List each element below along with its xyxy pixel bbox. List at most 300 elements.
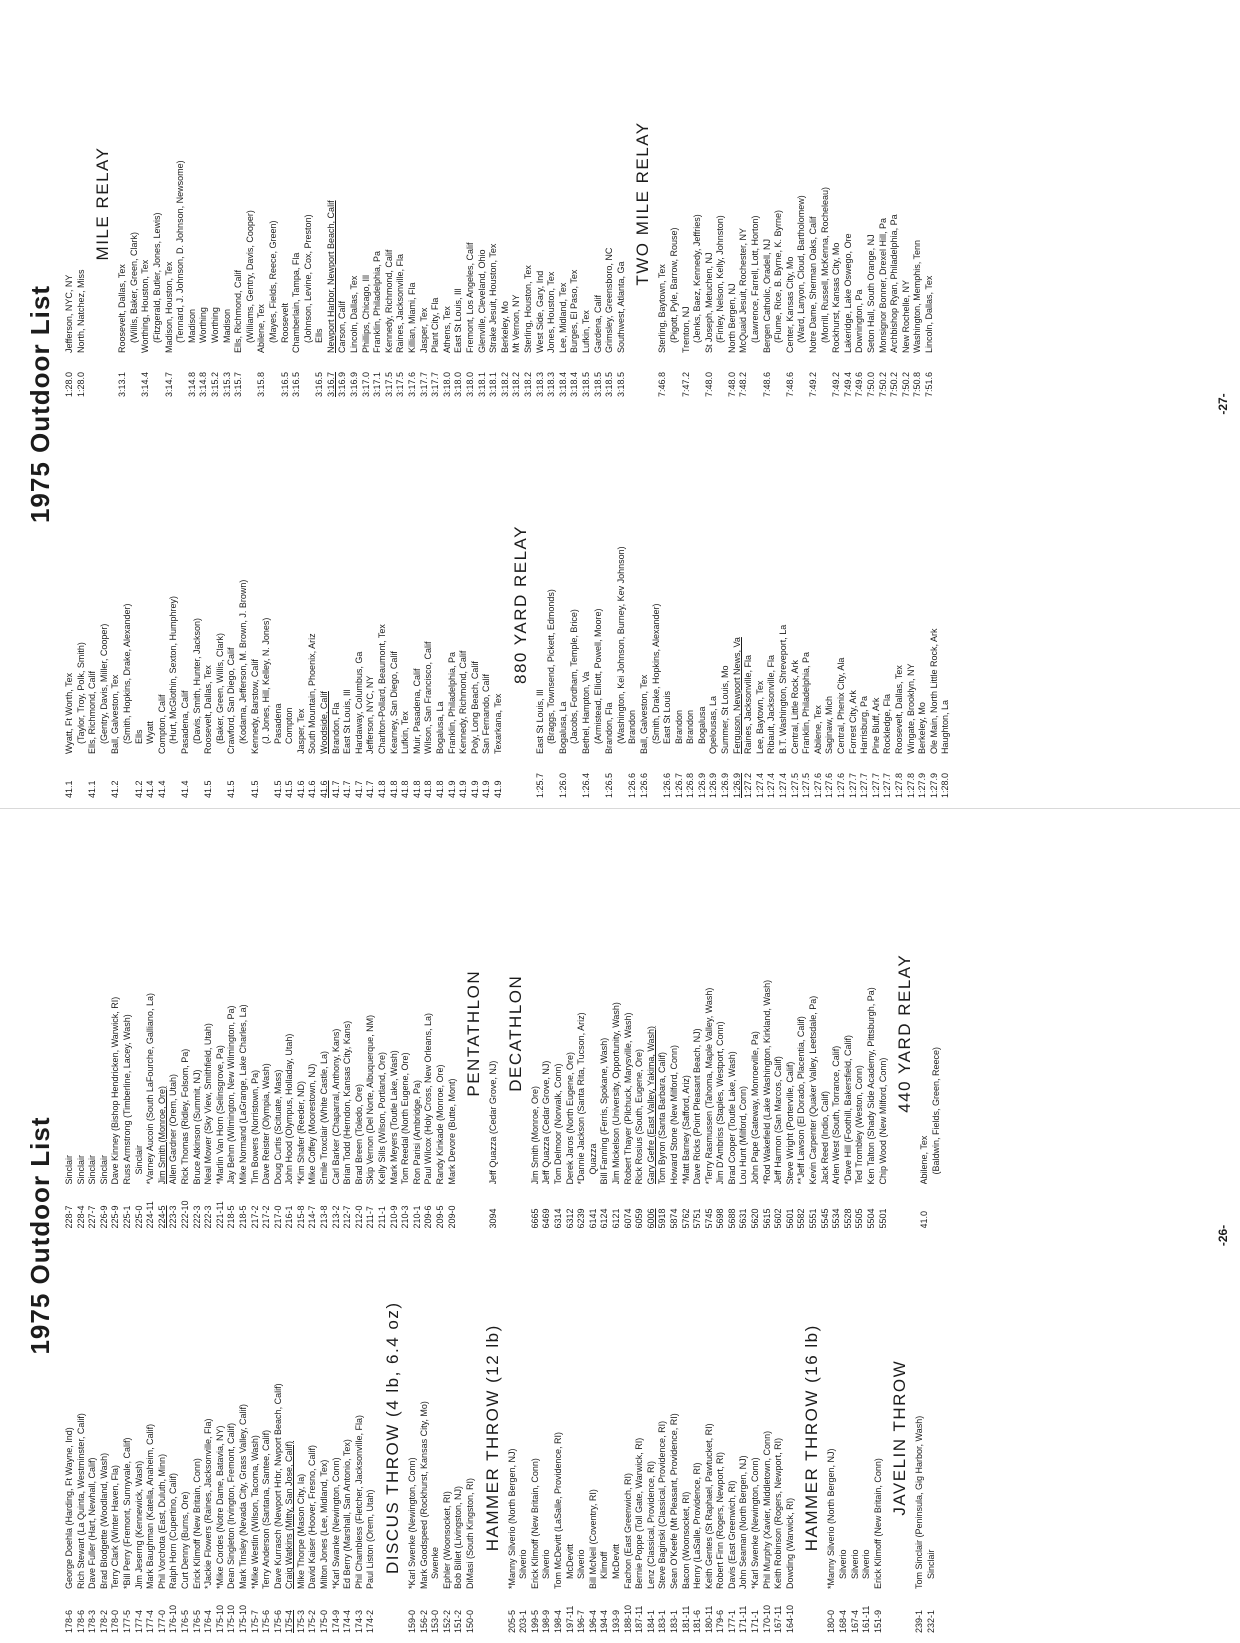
entrant-name: Silverio <box>576 1549 587 1579</box>
entrant-name: Plant City, Fla <box>430 297 441 353</box>
mark-value: 3:14.8 <box>186 371 197 397</box>
mark-value: 3:16.7 <box>325 371 336 397</box>
entrant-name: Bob Billet (Livingston, NJ) <box>453 1485 464 1589</box>
list-item <box>210 10 222 397</box>
list-item <box>342 411 354 798</box>
entrant-name: Mike Normand (LaGrange, Lake Charles, La) <box>237 1004 248 1185</box>
list-item <box>848 411 860 798</box>
list-item <box>389 838 401 1229</box>
entrant-name: (Ward, Lanyon, Cloud, Bartholomew) <box>796 195 807 343</box>
mark-value: 6312 <box>564 1208 575 1229</box>
list-item <box>384 10 396 397</box>
mark-value: 188-10 <box>622 1604 633 1633</box>
mark-value <box>773 353 785 397</box>
entrant-name: (Smith, Drake, Hopkins, Alexander) <box>650 603 661 744</box>
entrant-name: Lee, Midland, Tex <box>557 282 568 353</box>
mark-value: 41.9 <box>469 780 480 798</box>
mark-value: 199-5 <box>529 1609 540 1633</box>
entrant-name: Muir, Pasadena, Calif <box>411 668 422 754</box>
entrant-name: Compton, Calif <box>156 694 167 754</box>
section-title: DECATHLON <box>505 974 525 1092</box>
entrant-name: (Mayes, Fields, Reece, Green) <box>267 220 278 343</box>
list-item <box>395 10 407 397</box>
mark-value: 5762 <box>680 1208 691 1229</box>
entrant-name: George Doehla (Harding, Ft Wayne, Ind) <box>64 1427 74 1589</box>
entrant-name: (Jacobs, Fordham, Temple, Brice) <box>569 609 580 744</box>
list-item <box>134 411 146 798</box>
entrant-name: Ells <box>314 328 325 343</box>
mark-value: 41.1 <box>87 780 98 798</box>
entrant-name: (Finley, Nelson, Kelly, Johnston) <box>715 215 726 343</box>
list-item <box>215 411 227 798</box>
entrant-name: Seton Hall, South Orange, NJ <box>866 234 876 353</box>
list-item <box>708 411 720 798</box>
list-item <box>488 10 500 397</box>
list-item <box>634 838 646 1229</box>
list-item <box>657 838 669 1229</box>
list-item <box>64 838 76 1229</box>
entrant-name: Madison <box>221 308 232 343</box>
entrant-name: Dave Ricks (Point Pleasant Beach, NJ) <box>692 1028 703 1185</box>
mark-value: 41.7 <box>342 780 353 798</box>
list-item <box>914 1243 926 1634</box>
entrant-name: Ephler (Woonsocket, RI) <box>441 1491 452 1589</box>
list-item <box>110 1243 122 1634</box>
entrant-name: Franklin, Philadelphia, Pa <box>372 250 383 353</box>
mark-value: 156-2 <box>418 1609 429 1633</box>
entrant-name: Dave Kinney (Bishop Hendricken, Warwick, RI) <box>110 996 121 1185</box>
mark-value: 178-2 <box>98 1609 109 1633</box>
list-item <box>453 1243 465 1634</box>
entrant-name: Lincoln, Dallas, Tex <box>923 275 934 353</box>
mark-value: 175-4 <box>284 1609 295 1633</box>
list-item <box>268 10 280 397</box>
mark-value: 41.9 <box>481 780 492 798</box>
list-item <box>750 1243 762 1634</box>
list-item <box>435 838 447 1229</box>
entrant-name: Bergen Catholic, Oradell, NJ <box>761 238 772 353</box>
entrant-name: Dean Singleton (Irvington, Fremont, Calif) <box>226 1422 237 1589</box>
list-item <box>458 411 470 798</box>
entrant-name: Davis (East Greenwich, RI) <box>726 1480 737 1589</box>
entrant-name: Terry Clark (Winter Haven, Fla) <box>110 1464 121 1589</box>
entrant-name: Silverio <box>541 1549 552 1579</box>
list-item <box>331 411 343 798</box>
entrant-name: Central, Phenix City, Ala <box>836 657 846 754</box>
section-title: HAMMER THROW (16 lb) <box>802 1324 822 1552</box>
mark-value: 3:18.2 <box>499 371 510 397</box>
section-title: DISCUS THROW (4 lb, 6.4 oz) <box>383 1301 403 1575</box>
entrant-name: Ball, Galveston, Tex <box>110 674 121 754</box>
mark-value: 228-4 <box>75 1205 86 1229</box>
list-item <box>122 411 134 798</box>
list-item <box>778 411 790 798</box>
entrant-name: (Tennard, J. Johnson, D. Johnson, Newsome) <box>175 160 186 343</box>
mark-value: 216-1 <box>284 1205 295 1229</box>
list-item <box>836 411 848 798</box>
list-item <box>919 838 931 1229</box>
list-item <box>569 411 581 798</box>
mark-value: 225-9 <box>110 1205 121 1229</box>
mark-value <box>820 353 832 397</box>
entrant-name: Wyatt, Ft Worth, Tex <box>64 672 74 754</box>
mark-value: 203-1 <box>518 1609 529 1633</box>
mark-value: 218-5 <box>226 1205 237 1229</box>
entrant-name: Ron Parisi (Ambridge, Pa) <box>411 1079 422 1185</box>
list-item <box>87 1243 99 1634</box>
entrant-name: Worthing, Houston, Tex <box>140 259 151 353</box>
mark-value: 41.5 <box>272 780 283 798</box>
list-item <box>180 411 192 798</box>
list-item <box>442 1243 454 1634</box>
entrant-name: Chip Wood (New Milford, Conn) <box>877 1057 888 1185</box>
mark-value: 174-9 <box>330 1609 341 1633</box>
entrant-name: McQuaid Jesuit, Rochester, NY <box>738 227 749 353</box>
mark-value <box>692 353 704 397</box>
list-item <box>342 838 354 1229</box>
mark-value: 184-1 <box>645 1609 656 1633</box>
list-item <box>523 10 535 397</box>
entrant-name: Jasper, Tex <box>295 708 306 754</box>
list-item <box>157 1243 169 1634</box>
mark-value: 167-11 <box>773 1605 784 1633</box>
entrant-name: Bruce Atkinson (Summit, NJ) <box>191 1069 202 1185</box>
list-item <box>412 838 424 1229</box>
list-item <box>365 411 377 798</box>
entrant-name: Ells <box>133 729 144 744</box>
entrant-name: Brandon <box>627 709 638 744</box>
mark-value <box>569 754 581 798</box>
list-item <box>87 411 99 798</box>
mark-value: 41.5 <box>284 780 295 798</box>
list-item <box>831 10 843 397</box>
mark-value: 179-6 <box>715 1609 726 1633</box>
entrant-name: Randy Kinkade (Monroe, Ore) <box>435 1064 445 1185</box>
mark-value: 215-8 <box>295 1205 306 1229</box>
entrant-name: *Matt Barney (Safford, Ariz) <box>680 1075 691 1185</box>
mark-value: 5631 <box>738 1208 749 1229</box>
list-item <box>558 10 570 397</box>
entrant-name: Lee, Baytown, Tex <box>754 680 765 754</box>
mark-value: 41.4 <box>179 780 190 798</box>
list-item <box>929 411 941 798</box>
entrant-name: Brad Cooper (Toutle Lake, Wash) <box>726 1051 737 1185</box>
entrant-name: Dave Kurrasch (Newport Hrbr, Nwport Beach, Calif) <box>272 1383 283 1589</box>
list-item <box>646 838 658 1229</box>
mark-value: 226-9 <box>98 1205 109 1229</box>
mark-value: 239-1 <box>914 1609 925 1633</box>
mark-value: 7:48.0 <box>726 371 737 397</box>
list-item <box>801 411 813 798</box>
mark-value: 3:18.2 <box>511 371 522 397</box>
mark-value: 175-6 <box>261 1609 272 1633</box>
entrant-name: Arlen West (South, Torrance, Calif) <box>831 1045 842 1185</box>
mark-value: 210-9 <box>388 1205 399 1229</box>
entrant-name: Silverio <box>518 1549 529 1579</box>
entrant-name: (Flume, Rice, B. Byrne, K. Byrne) <box>773 209 784 343</box>
list-item <box>715 1243 727 1634</box>
entrant-name: Kearney, San Diego, Calif <box>388 651 399 754</box>
list-item <box>796 838 808 1229</box>
section-title: HAMMER THROW (12 lb) <box>482 1324 502 1552</box>
mark-value: 176-5 <box>191 1609 202 1633</box>
entrant-name: Sinclair <box>75 1154 86 1185</box>
entrant-name: John Pape (Gateway, Monroeville, Pa) <box>750 1031 761 1185</box>
list-item <box>64 10 76 397</box>
entrant-name: Pine Bluff, Ark <box>870 697 881 754</box>
mark-value <box>168 754 180 798</box>
list-item <box>646 1243 658 1634</box>
list-item <box>796 10 808 397</box>
mark-value: 180-11 <box>703 1605 714 1633</box>
mark-value: 3:18.5 <box>615 371 626 397</box>
entrant-name: Kelly Sills (Wilson, Portland, Ore) <box>377 1051 388 1185</box>
mark-value: 3:16.5 <box>279 371 290 397</box>
list-item <box>616 411 628 798</box>
mark-value: 175-7 <box>249 1609 260 1633</box>
entrant-name: Lakeridge, Lake Oswego, Ore <box>842 233 853 353</box>
entrant-name: Wilson, San Francisco, Calif <box>423 641 434 754</box>
entrant-name: Phil Vorchota (East, Duluth, Minn) <box>156 1453 167 1589</box>
list-item <box>117 10 129 397</box>
entrant-name: Ole Main, North Little Rock, Ark <box>928 628 939 754</box>
entrant-name: Monsignor Bonner, Drexel Hill, Pa <box>877 217 888 353</box>
entrant-name: Harrisburg, Pa <box>859 695 870 754</box>
mark-value: 175-0 <box>319 1609 330 1633</box>
list-item <box>203 411 215 798</box>
mark-value <box>129 353 141 397</box>
mark-value: 6124 <box>599 1208 610 1229</box>
mark-value: 1:27.9 <box>928 772 939 798</box>
entrant-name: *Marlin Van Horn (Selinsgrove, Pa) <box>214 1045 225 1185</box>
entrant-name: Erick Klimoff (New Britain, Conn) <box>191 1458 202 1589</box>
mark-value: 6074 <box>622 1208 633 1229</box>
list-item <box>599 838 611 1229</box>
list-item <box>447 838 459 1229</box>
entrant-name: Dowding (Warwick, RI) <box>784 1497 795 1589</box>
entrant-name: Brandon, Fla <box>330 702 341 754</box>
list-item <box>854 10 866 397</box>
mark-value <box>76 754 88 798</box>
mark-value <box>122 754 134 798</box>
mark-value: 222-3 <box>203 1205 214 1229</box>
entrant-name: Paul Liston (Orem, Utah) <box>365 1489 376 1589</box>
mark-value: 1:26.6 <box>638 772 649 798</box>
entrant-name: Erick Klimoff (New Britain, Conn) <box>872 1458 883 1589</box>
entrant-name: Tom Sinclair (Peninsula, Gig Harbor, Wash) <box>914 1415 925 1589</box>
entrant-name: Ferguson, Newport News, Va <box>731 637 742 754</box>
mark-value: 211-1 <box>377 1206 388 1229</box>
entrant-name: Poly, Long Beach, Calif <box>469 661 480 754</box>
mark-value: 159-0 <box>407 1609 418 1633</box>
list-item <box>657 1243 669 1634</box>
page-header: 1975 Outdoor List <box>25 1116 55 1355</box>
mark-value: 41.9 <box>458 780 469 798</box>
mark-value: 3:13.1 <box>117 371 128 397</box>
entrant-name: Roosevelt, Dallas, Tex <box>203 665 214 754</box>
list-item <box>576 838 588 1229</box>
mark-value: 3:17.5 <box>383 371 394 397</box>
mark-value: 222-10 <box>179 1200 190 1229</box>
mark-value: 1:26.9 <box>708 772 719 798</box>
mark-value: 193-9 <box>610 1609 621 1633</box>
mark-value: 5745 <box>703 1208 714 1229</box>
list-item <box>192 838 204 1229</box>
mark-value: 41.6 <box>319 780 330 798</box>
list-item <box>361 10 373 397</box>
entrant-name: (Morrill, Russell, McKenna, Rocheleau) <box>819 186 830 343</box>
section-title: 880 YARD RELAY <box>510 525 530 684</box>
mark-value: 7:49.4 <box>842 371 853 397</box>
mark-value: 210-1 <box>411 1205 422 1229</box>
entrant-name: David Kaiser (Hoover, Fresno, Calif) <box>307 1444 318 1589</box>
list-item <box>168 411 180 798</box>
list-item <box>354 838 366 1229</box>
entrant-name: *Varney Aucoin (South LaFourche, Galliano, La) <box>145 993 156 1185</box>
entrant-name: Terry Anderson (Santana, Santee, Calif) <box>261 1429 272 1589</box>
entrant-name: John Hood (Olympus, Holladay, Utah) <box>284 1033 295 1185</box>
list-item <box>727 10 739 397</box>
list-item <box>669 838 681 1229</box>
entrant-name: Center, Kansas City, Mo <box>784 256 795 353</box>
entrant-name: Tim Bowers (Norristown, Pa) <box>249 1069 260 1185</box>
page-27-rotated <box>0 0 1240 808</box>
entrant-name: Craig Watkins (Mitty, San Jose, Calif) <box>284 1440 295 1589</box>
entrant-name: Jim Jeserng (Kennewick, Wash) <box>133 1460 144 1589</box>
mark-value: 174-4 <box>342 1609 353 1633</box>
entrant-name: (Baker, Green, Willis, Clark) <box>214 632 225 744</box>
mark-value: 178-3 <box>87 1609 98 1633</box>
entrant-name: Berkeley, Mo <box>499 301 510 353</box>
list-item <box>314 10 326 397</box>
list-item <box>110 411 122 798</box>
mark-value: 1:27.8 <box>905 772 916 798</box>
list-item <box>773 10 785 397</box>
mark-value: 7:48.0 <box>703 371 714 397</box>
mark-value: 1:26.6 <box>627 772 638 798</box>
entrant-name: McDevitt <box>564 1543 575 1579</box>
mark-value: 5545 <box>819 1208 830 1229</box>
mark-value: 177-5 <box>121 1609 132 1633</box>
mark-value: 171-1 <box>750 1609 761 1633</box>
list-item <box>616 10 628 397</box>
mark-value: 41.8 <box>423 780 434 798</box>
entrant-name: Chamberlain, Tampa, Fla <box>291 252 302 353</box>
entrant-name: B.T. Washington, Shreveport, La <box>778 624 789 754</box>
entrant-name: Silverio <box>838 1549 849 1579</box>
mark-value <box>750 353 762 397</box>
entrant-name: South Mountain, Phoenix, Ariz <box>307 633 318 754</box>
list-item <box>307 1243 319 1634</box>
list-item <box>372 10 384 397</box>
entrant-name: Mark Baughman (Katella, Anaheim, Calif) <box>145 1423 156 1589</box>
list-item <box>662 411 674 798</box>
mark-value: 3:18.5 <box>604 371 615 397</box>
mark-value: 232-1 <box>926 1609 936 1633</box>
list-item <box>843 838 855 1229</box>
mark-value: 6314 <box>552 1208 563 1229</box>
mark-value: 196-7 <box>576 1609 587 1633</box>
list-item <box>238 838 250 1229</box>
list-item <box>878 10 890 397</box>
mark-value: 1:27.4 <box>754 772 765 798</box>
mark-value: 3:18.4 <box>569 371 580 397</box>
entrant-name: Newport Harbor, Newport Beach, Calif <box>325 200 336 353</box>
list-item <box>738 1243 750 1634</box>
entrant-name: Kevin Carpenter (Quaker Valley, Leetsdale, Pa) <box>808 995 819 1185</box>
mark-value: 3:17.0 <box>360 371 371 397</box>
entrant-name: Lincoln, Dallas, Tex <box>349 275 360 353</box>
list-item <box>674 411 686 798</box>
list-item <box>940 411 952 798</box>
entrant-name: Jones, Houston, Tex <box>546 271 557 353</box>
entrant-name: *Bill Perry (Fremont, Sunnyvale, Calif) <box>121 1437 132 1589</box>
mark-value: 41.5 <box>203 780 214 798</box>
mark-value: 187-11 <box>634 1605 645 1633</box>
list-item <box>511 10 523 397</box>
mark-value: 3:17.7 <box>418 371 429 397</box>
list-item <box>122 1243 134 1634</box>
list-item <box>488 838 500 1229</box>
mark-value: 5751 <box>692 1208 703 1229</box>
mark-value: 150-0 <box>465 1609 475 1633</box>
mark-value: 5528 <box>842 1208 853 1229</box>
mark-value: 209-5 <box>435 1205 445 1229</box>
mark-value: 41.0 <box>919 1210 930 1229</box>
list-item <box>319 411 331 798</box>
mark-value: 1:27.5 <box>801 772 812 798</box>
mark-value: 217-0 <box>272 1205 283 1229</box>
mark-value: 1:26.0 <box>557 772 568 798</box>
list-item <box>168 1243 180 1634</box>
entrant-name: Jay Behm (Wilmington, New Wilmington, Pa) <box>226 1005 237 1185</box>
mark-value: 6665 <box>529 1208 540 1229</box>
list-item <box>623 1243 635 1634</box>
mark-value: 5698 <box>715 1208 726 1229</box>
list-item <box>882 411 894 798</box>
list-item <box>99 1243 111 1634</box>
entrant-name: Silverio <box>849 1549 860 1579</box>
list-item <box>261 411 273 798</box>
list-item <box>727 838 739 1229</box>
list-item <box>843 10 855 397</box>
list-item <box>152 10 164 397</box>
mark-value: 3:14.4 <box>140 371 151 397</box>
list-item <box>569 10 581 397</box>
entrant-name: Lou Hunt (Milford, Conn) <box>738 1085 749 1185</box>
mark-value: 5504 <box>866 1208 876 1229</box>
entrant-name: Keith Robinson (Rogers, Newport, RI) <box>773 1437 784 1589</box>
mark-value <box>546 754 558 798</box>
mark-value: 7:50.8 <box>912 371 923 397</box>
mark-value: 3:17.6 <box>407 371 418 397</box>
mark-value: 205-5 <box>506 1609 517 1633</box>
entrant-name: Jefferson, NYC, NY <box>64 274 74 353</box>
mark-value: 6121 <box>610 1208 621 1229</box>
mark-value: 41.8 <box>388 780 399 798</box>
list-item <box>419 10 431 397</box>
list-item <box>697 411 709 798</box>
mark-value: 1:27.6 <box>824 772 835 798</box>
list-item <box>824 411 836 798</box>
column <box>64 411 1206 798</box>
mark-value <box>593 754 605 798</box>
mark-value: 41.8 <box>377 780 388 798</box>
entrant-name: Compton <box>284 707 295 744</box>
entrant-name: Bill McNeil (Coventry, RI) <box>587 1489 598 1589</box>
list-item <box>291 10 303 397</box>
list-item <box>871 411 883 798</box>
